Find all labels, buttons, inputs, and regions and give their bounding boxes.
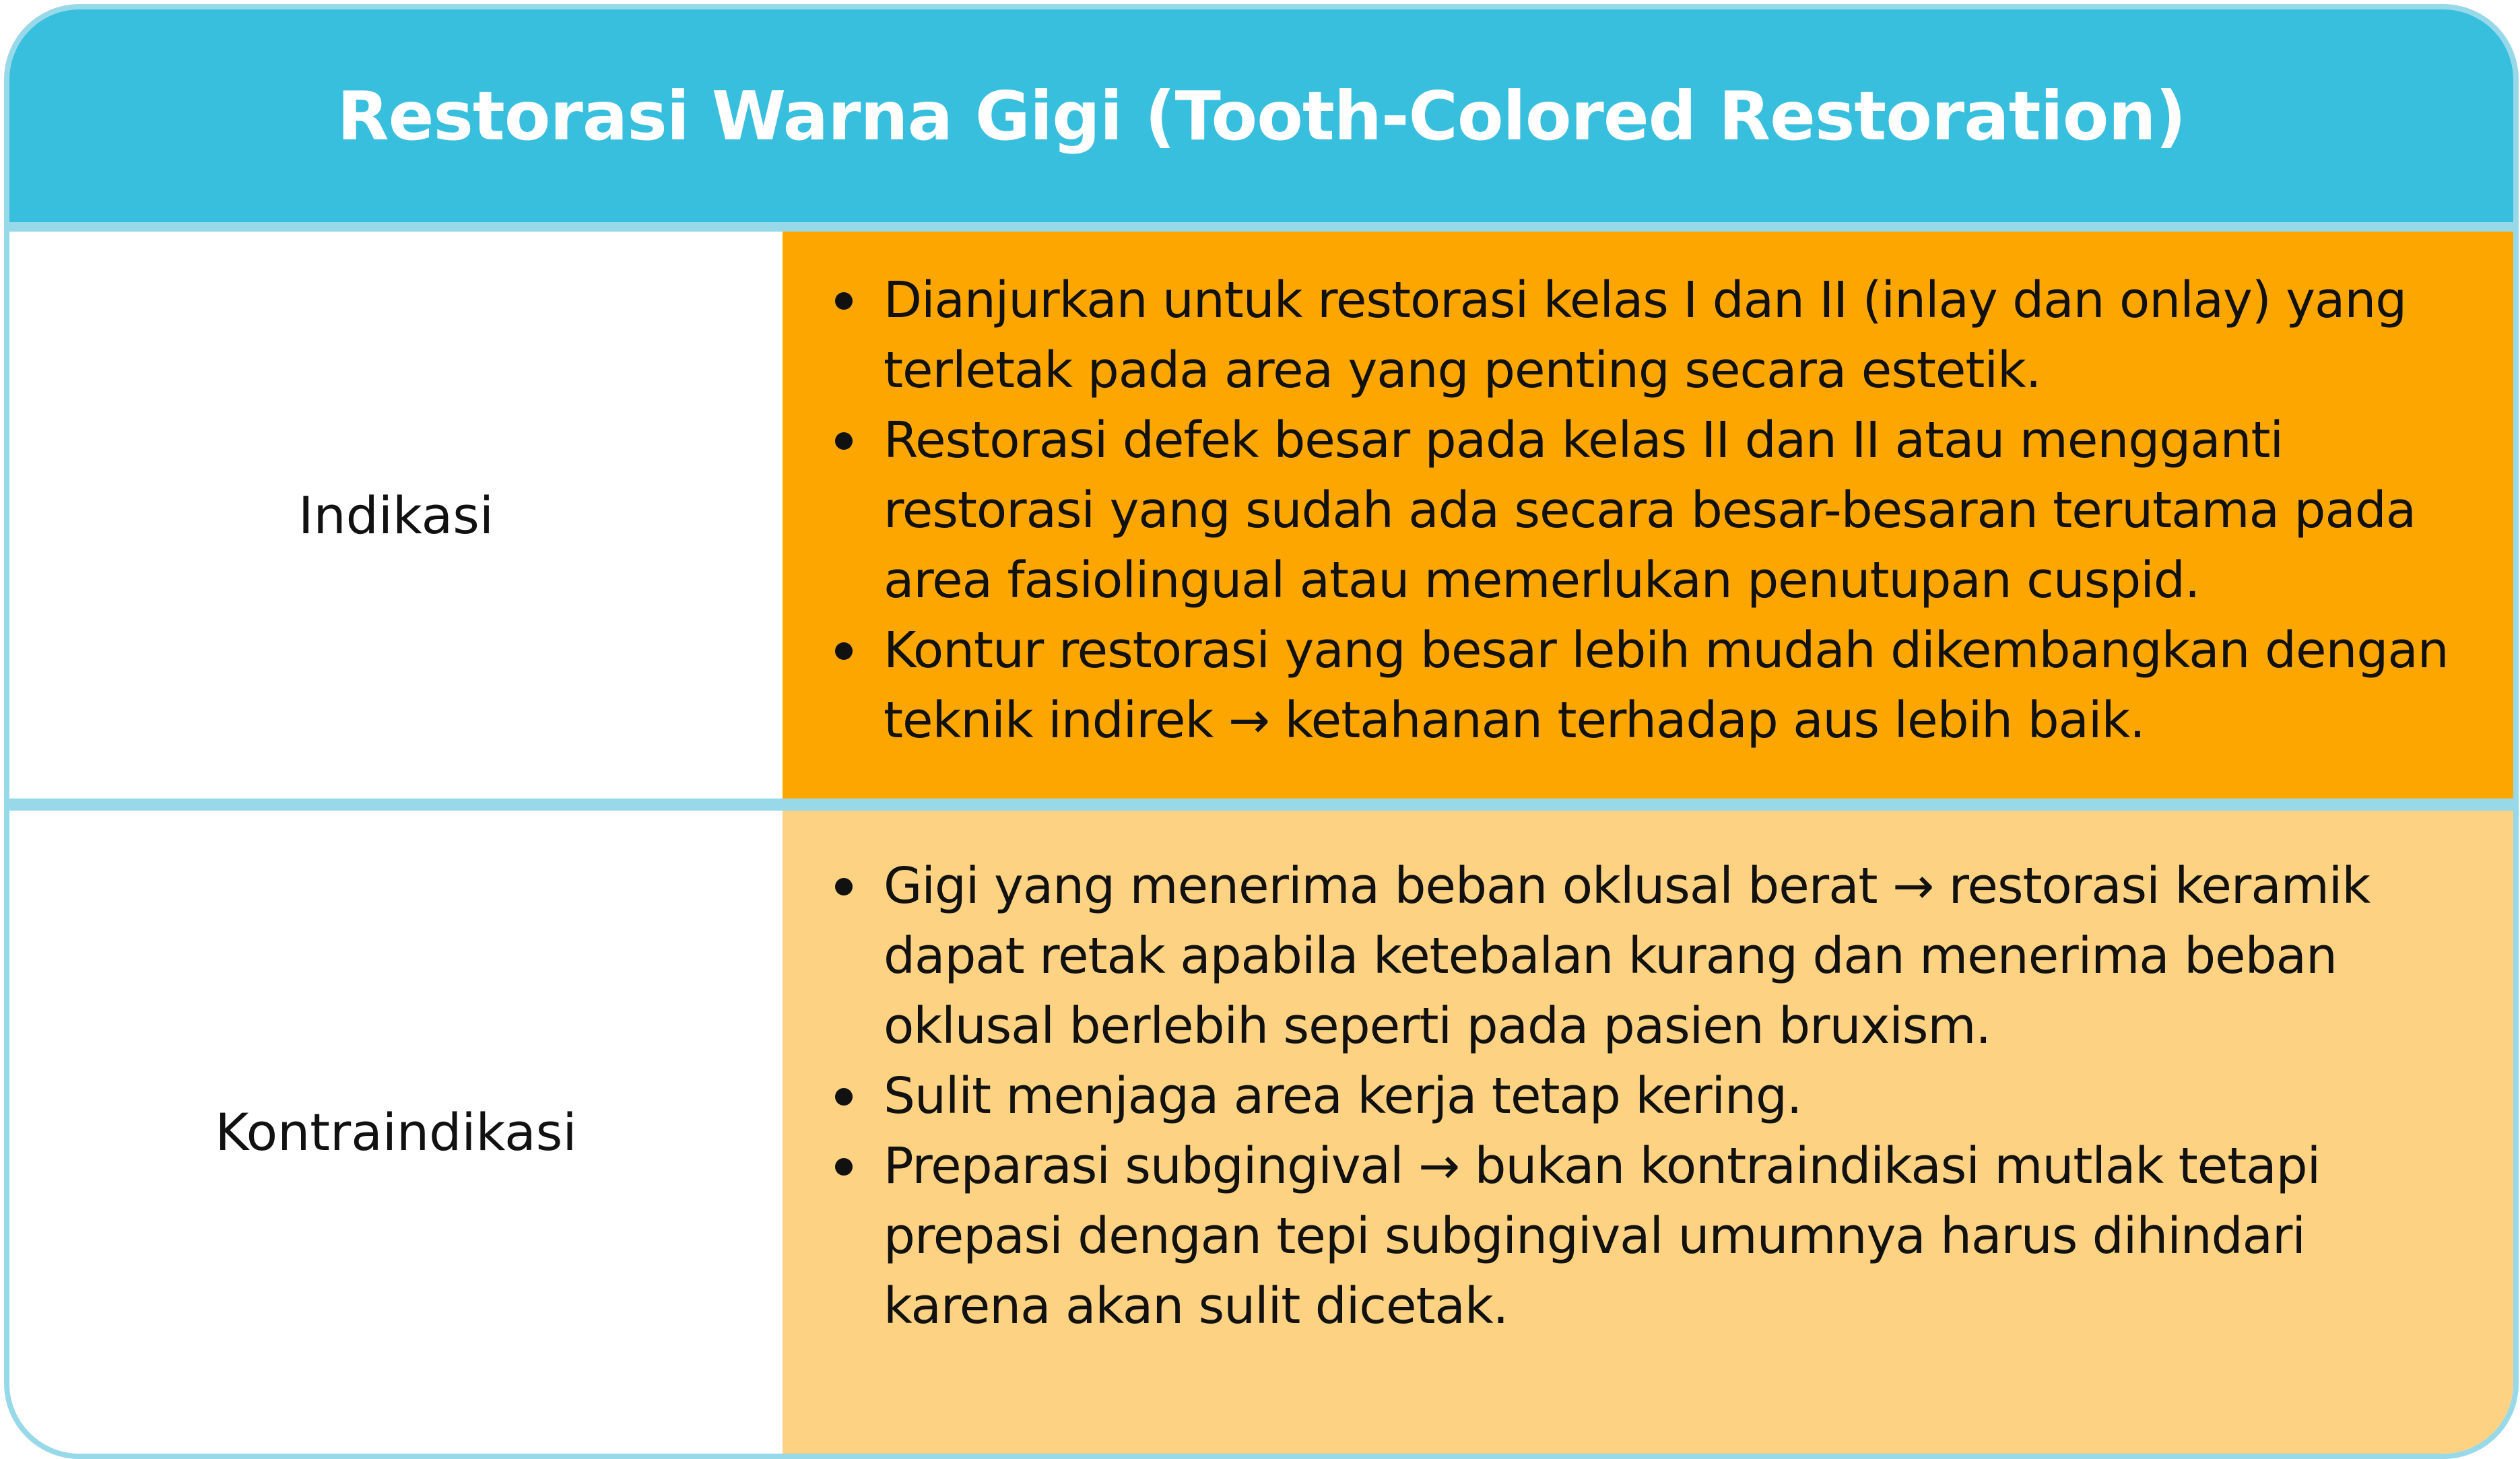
kontraindikasi-list — [823, 851, 2486, 1341]
list-item: Kontur restorasi yang besar lebih mudah dikembangkan dengan teknik indirek → ketahanan terhadap aus lebih baik. — [823, 615, 2486, 755]
header-divider — [9, 222, 2513, 232]
kontraindikasi-cell — [783, 811, 2513, 1454]
list-item: Restorasi defek besar pada kelas II dan II atau mengganti restorasi yang sudah ada secara besar-besaran terutama pada area fasiolingual atau memerlukan penutupan cuspid. — [823, 405, 2486, 615]
list-item: Sulit menjaga area kerja tetap kering. — [823, 1061, 2486, 1131]
indikasi-list — [823, 265, 2486, 755]
list-item: Dianjurkan untuk restorasi kelas I dan II (inlay dan onlay) yang terletak pada area yang penting secara estetik. — [823, 265, 2486, 405]
table-title: Restorasi Warna Gigi (Tooth-Colored Restoration) — [9, 9, 2513, 222]
row-divider — [9, 799, 2513, 811]
row-label-kontraindikasi: Kontraindikasi — [215, 1102, 577, 1162]
list-item: Preparasi subgingival → bukan kontraindikasi mutlak tetapi prepasi dengan tepi subgingival umumnya harus dihindari karena akan sulit dicetak. — [823, 1131, 2486, 1341]
row-label-indikasi: Indikasi — [298, 485, 494, 545]
indikasi-cell — [783, 232, 2513, 799]
table-card — [4, 4, 2519, 1459]
list-item: Gigi yang menerima beban oklusal berat → restorasi keramik dapat retak apabila ketebalan kurang dan menerima beban oklusal berlebih seperti pada pasien bruxism. — [823, 851, 2486, 1061]
